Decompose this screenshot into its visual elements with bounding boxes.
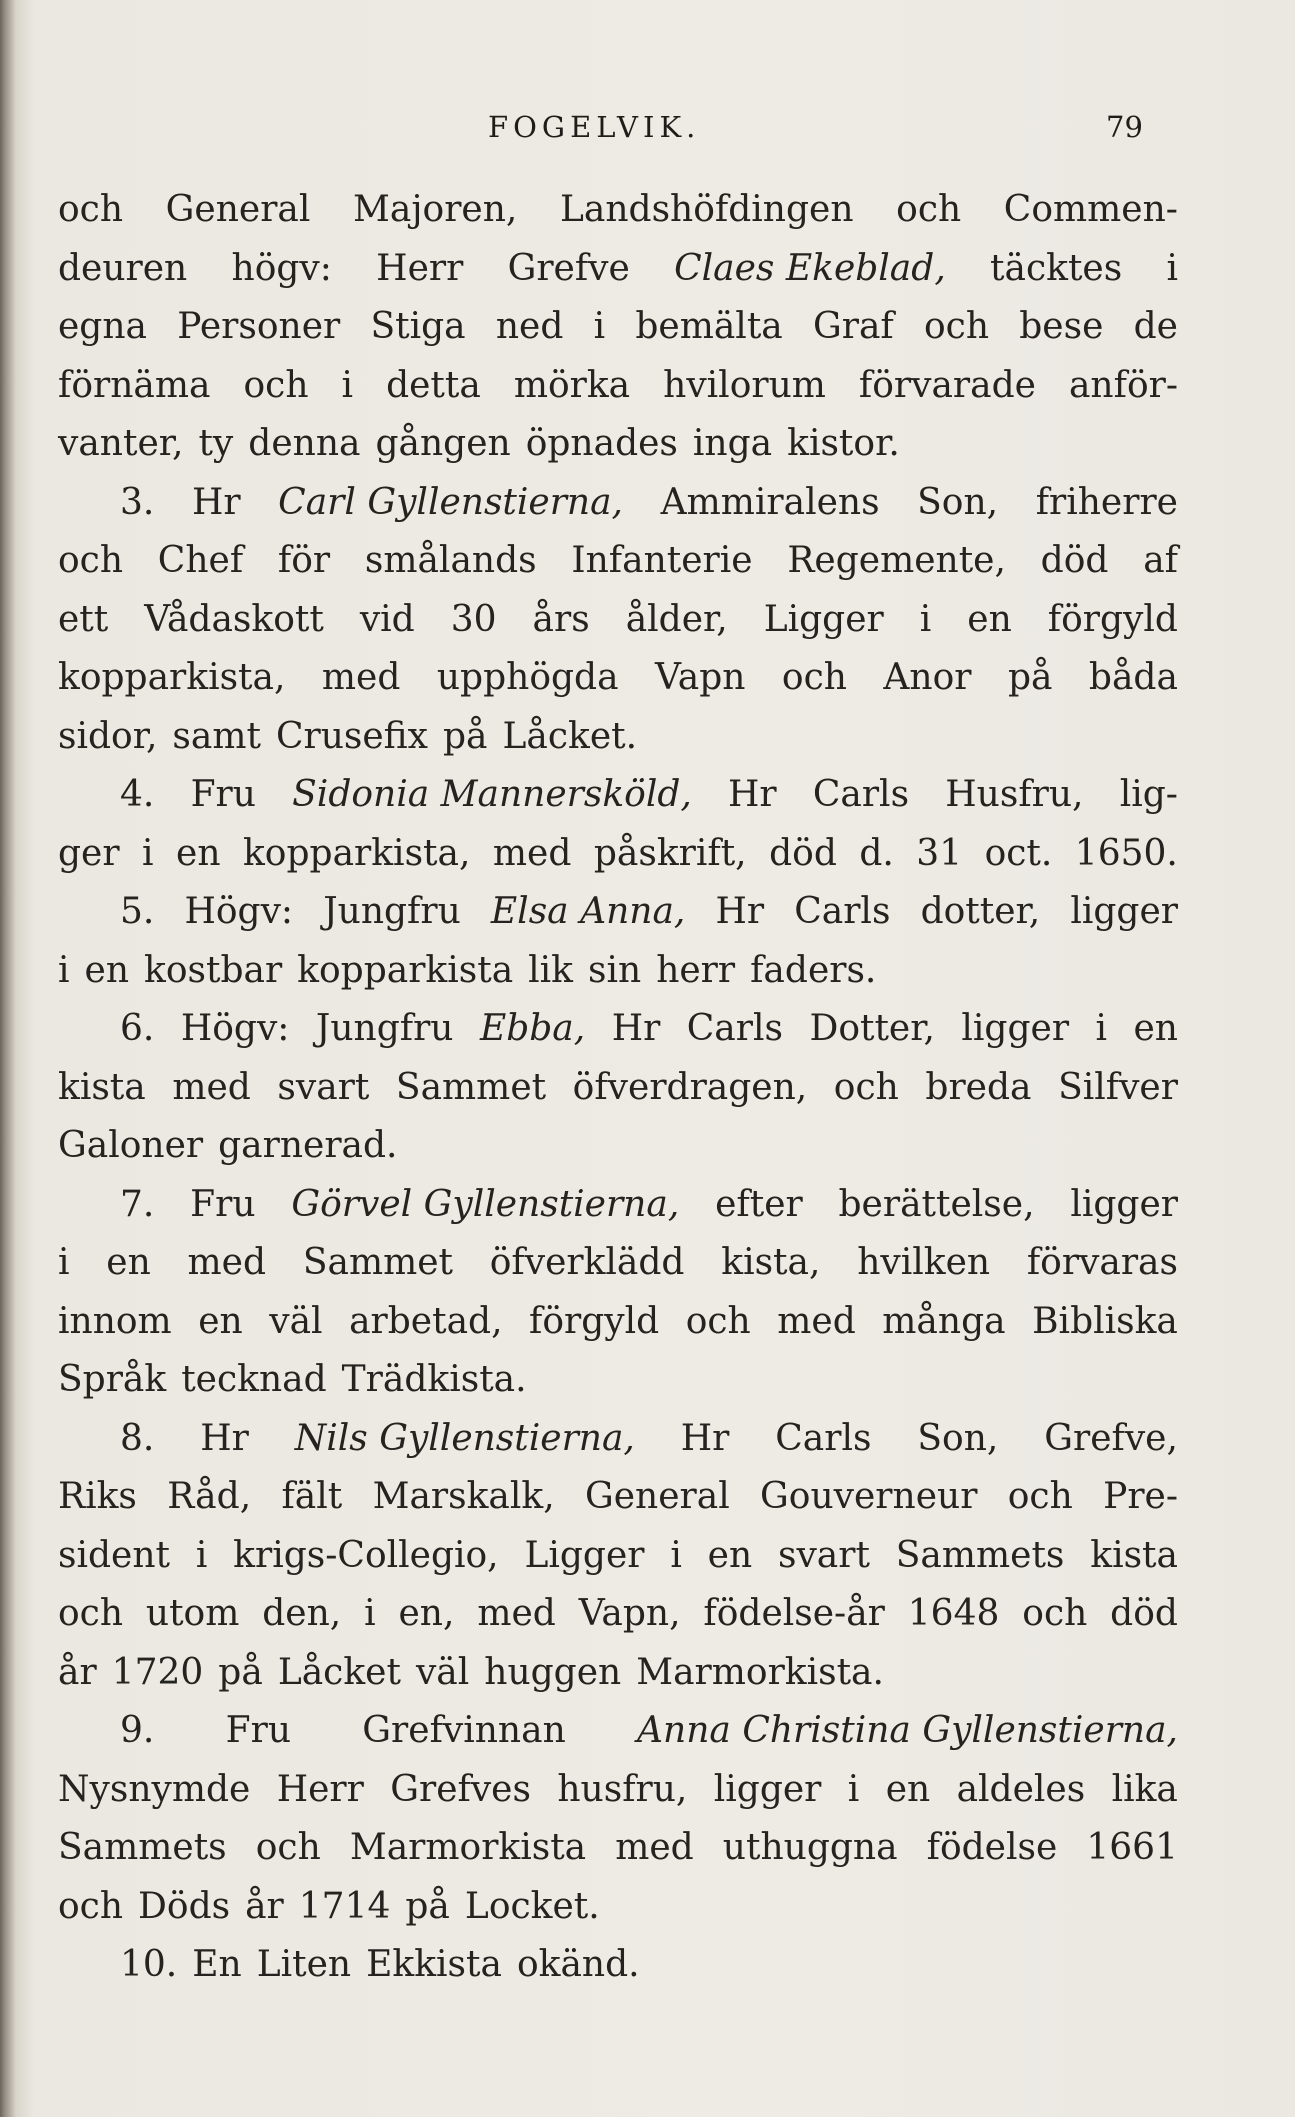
word: Chef — [157, 540, 244, 581]
word: för — [277, 540, 331, 581]
word: d. — [859, 832, 894, 874]
word: Grefve, — [1044, 1417, 1178, 1459]
word: 1720 — [111, 1651, 204, 1693]
word: väl — [269, 1300, 323, 1342]
word: kista — [1090, 1534, 1178, 1576]
word: Hr — [728, 774, 777, 815]
word: anför- — [1068, 364, 1178, 406]
word: Grefve — [507, 247, 630, 289]
word: förvarade — [858, 364, 1036, 406]
word: en — [84, 949, 130, 991]
word: Son, — [917, 1417, 999, 1459]
word: i — [1095, 1008, 1108, 1049]
word: i — [670, 1534, 682, 1576]
word: Hr — [611, 1008, 661, 1049]
italic-name: Ebba, — [479, 1008, 586, 1049]
word: med — [187, 1242, 267, 1283]
word: en — [1133, 1008, 1178, 1049]
word: utom — [145, 1593, 240, 1634]
word: Döds — [138, 1885, 231, 1927]
word: påskrift, — [593, 832, 747, 874]
word: okänd. — [516, 1944, 640, 1985]
word: svart — [777, 1534, 870, 1576]
word: Vapn, — [578, 1593, 681, 1634]
word: Herr — [376, 247, 464, 289]
word: detta — [386, 364, 481, 406]
word: på — [1007, 657, 1053, 698]
word: öfverdragen, — [572, 1066, 808, 1108]
running-title: FOGELVIK. — [488, 110, 701, 144]
word: fält — [281, 1476, 343, 1517]
text-line — [58, 649, 1178, 708]
word: förnäma — [58, 364, 211, 406]
word: General — [584, 1476, 730, 1517]
text-line — [58, 181, 1178, 240]
word: en — [885, 1768, 931, 1810]
word: förgyld — [529, 1300, 660, 1342]
word: husfru, — [557, 1768, 688, 1810]
text-line — [58, 240, 1178, 299]
word: Carls — [794, 891, 891, 932]
word: och — [243, 364, 309, 406]
text-line — [58, 1761, 1178, 1820]
word: aldeles — [956, 1768, 1086, 1810]
word: lika — [1111, 1768, 1178, 1810]
word: faders. — [750, 949, 877, 991]
word: i — [58, 949, 70, 991]
italic-name: Görvel Gyllenstierna, — [291, 1183, 680, 1225]
word: död — [1040, 540, 1109, 581]
word: Ligger — [524, 1534, 645, 1576]
word: Dotter, — [809, 1008, 935, 1049]
word: svart — [277, 1066, 370, 1108]
word: Trädkista. — [341, 1359, 527, 1400]
word: Carls — [812, 774, 910, 815]
word: och — [255, 1827, 321, 1868]
word: med — [172, 1066, 251, 1108]
word: med — [615, 1827, 694, 1868]
word: och — [833, 1066, 899, 1108]
word: Fru — [190, 774, 256, 815]
word: kista — [58, 1066, 146, 1108]
word: i — [364, 1593, 376, 1634]
word: En — [192, 1944, 242, 1985]
word: General — [165, 189, 311, 230]
word: de — [1133, 306, 1178, 347]
word: 1648 — [907, 1593, 1000, 1634]
word: 6. — [120, 1008, 155, 1049]
word: Språk — [58, 1359, 167, 1400]
word: Jungfru — [315, 1008, 454, 1049]
word: Landshöfdingen — [559, 189, 854, 230]
text-line — [58, 1936, 1178, 1995]
word: födelse — [926, 1827, 1058, 1868]
word: Personer — [177, 306, 341, 347]
word: Råd, — [167, 1476, 252, 1517]
word: en — [176, 832, 221, 874]
word: egna — [58, 306, 147, 347]
word: på — [405, 1885, 450, 1927]
word: deuren — [58, 247, 188, 289]
word: inga — [692, 423, 773, 464]
text-line — [58, 825, 1178, 884]
word: hvilken — [857, 1242, 991, 1283]
page-number: 79 — [1106, 110, 1143, 144]
word: smålands — [364, 540, 537, 581]
word: täcktes — [990, 247, 1123, 289]
text-line — [58, 1644, 1178, 1703]
word: bemälta — [635, 306, 783, 347]
word: Son, — [917, 481, 999, 523]
word: Gouverneur — [760, 1476, 978, 1517]
word: ålder, — [625, 598, 728, 640]
word: en — [967, 598, 1012, 640]
word: i — [919, 598, 932, 640]
word: 1650. — [1074, 832, 1178, 874]
word: och — [924, 306, 990, 347]
word: med — [477, 1593, 556, 1634]
text-line — [58, 766, 1178, 825]
word: bese — [1019, 306, 1104, 347]
word: oct. — [984, 832, 1053, 874]
word: Graf — [813, 306, 894, 347]
running-head — [0, 110, 1295, 160]
word: 9. — [120, 1710, 155, 1751]
text-line — [58, 1527, 1178, 1586]
word: och — [58, 1885, 124, 1927]
word: Låcket — [277, 1651, 401, 1693]
word: Hr — [715, 891, 765, 932]
word: öpnades — [525, 423, 678, 464]
word: Galoner — [58, 1125, 204, 1166]
word: ger — [58, 832, 120, 874]
text-line — [58, 883, 1178, 942]
word: 4. — [120, 774, 155, 815]
word: berättelse, — [838, 1183, 1035, 1225]
word: 31 — [916, 832, 963, 874]
word: år — [58, 1651, 97, 1693]
word: Husfru, — [945, 774, 1084, 815]
word: förvaras — [1026, 1242, 1178, 1283]
text-line — [58, 1293, 1178, 1352]
word: lig- — [1119, 774, 1178, 815]
word: Låcket. — [502, 715, 638, 757]
word: Carls — [686, 1008, 783, 1049]
word: den, — [262, 1593, 342, 1634]
word: Sammets — [895, 1534, 1065, 1576]
word: ligger — [713, 1768, 822, 1810]
word: många — [882, 1300, 1006, 1342]
word: Pre- — [1103, 1476, 1178, 1517]
word: 8. — [120, 1417, 155, 1459]
word: upphögda — [436, 657, 619, 698]
word: och — [58, 540, 124, 581]
word: 1661 — [1086, 1827, 1178, 1868]
word: hvilorum — [663, 364, 826, 406]
word: kista, — [721, 1242, 821, 1283]
word: väl — [415, 1651, 470, 1693]
word: ty — [198, 423, 234, 464]
word: vanter, — [58, 423, 184, 464]
word: en — [198, 1300, 243, 1342]
word: i — [58, 1242, 70, 1283]
text-line — [58, 942, 1178, 1001]
word: i — [847, 1768, 860, 1810]
word: en, — [398, 1593, 455, 1634]
word: friherre — [1035, 481, 1178, 523]
word: Stiga — [370, 306, 466, 347]
text-line — [58, 1351, 1178, 1410]
word: Herr — [276, 1768, 364, 1810]
word: gången — [375, 423, 511, 464]
text-line — [58, 532, 1178, 591]
word: sident — [58, 1534, 170, 1576]
word: uthuggna — [722, 1827, 898, 1868]
word: i — [195, 1534, 208, 1576]
word: högv: — [231, 247, 332, 289]
word: ett — [58, 598, 109, 640]
word: Hr — [200, 1417, 249, 1459]
text-line — [58, 1585, 1178, 1644]
word: och — [58, 1593, 124, 1634]
word: Commen- — [1003, 189, 1178, 230]
word: kopparkista — [297, 949, 514, 991]
word: Vådaskott — [144, 598, 324, 640]
word: i — [593, 306, 606, 347]
word: Marskalk, — [372, 1476, 555, 1517]
word: vid — [359, 598, 415, 640]
italic-name: Sidonia Mannersköld, — [292, 774, 692, 815]
text-line — [58, 1234, 1178, 1293]
word: med — [777, 1300, 856, 1342]
word: Crusefix — [275, 715, 428, 757]
word: och — [58, 189, 124, 230]
word: Marmorkista. — [636, 1651, 884, 1693]
word: en — [106, 1242, 151, 1283]
word: förgyld — [1047, 598, 1178, 640]
word: och — [896, 189, 962, 230]
word: kopparkista, — [242, 832, 471, 874]
word: död — [769, 832, 837, 874]
italic-name: Nils Gyllenstierna, — [294, 1417, 635, 1459]
word: födelse-år — [703, 1593, 885, 1634]
word: Anor — [883, 657, 972, 698]
word: herr — [656, 949, 736, 991]
word: breda — [925, 1066, 1032, 1108]
word: Carls — [775, 1417, 872, 1459]
text-line — [58, 1468, 1178, 1527]
word: Hr — [680, 1417, 730, 1459]
word: tecknad — [181, 1359, 327, 1400]
word: Liten — [256, 1944, 352, 1985]
word: Riks — [58, 1476, 137, 1517]
word: dotter, — [920, 891, 1041, 932]
text-line — [58, 1176, 1178, 1235]
word: 10. — [120, 1944, 178, 1985]
word: garnerad. — [218, 1125, 398, 1166]
word: död — [1110, 1593, 1178, 1634]
word: 30 — [450, 598, 497, 640]
word: Ammiralens — [660, 481, 880, 523]
word: Marmorkista — [349, 1827, 587, 1868]
word: innom — [58, 1300, 172, 1342]
word: Högv: — [184, 891, 294, 932]
word: och — [781, 657, 847, 698]
word: öfverklädd — [489, 1242, 685, 1283]
word: ned — [495, 306, 564, 347]
word: års — [532, 598, 590, 640]
word: Majoren, — [353, 189, 518, 230]
word: Högv: — [180, 1008, 290, 1049]
word: kistor. — [787, 423, 900, 464]
word: ligger — [1070, 891, 1178, 932]
word: Grefves — [390, 1768, 531, 1810]
word: Jungfru — [323, 891, 461, 932]
word: kostbar — [144, 949, 283, 991]
text-line — [58, 474, 1178, 533]
word: lik — [528, 949, 573, 991]
word: Sammet — [395, 1066, 547, 1108]
word: 3. — [120, 481, 155, 523]
text-line — [58, 1702, 1178, 1761]
text-line — [58, 357, 1178, 416]
word: i — [341, 364, 354, 406]
word: Bibliska — [1032, 1300, 1178, 1342]
word: Infanterie — [571, 540, 753, 581]
text-line — [58, 415, 1178, 474]
word: Ekkista — [366, 1944, 502, 1985]
text-line — [58, 591, 1178, 650]
word: en — [707, 1534, 753, 1576]
word: huggen — [484, 1651, 622, 1693]
word: Vapn — [655, 657, 746, 698]
word: Fru — [190, 1183, 256, 1225]
word: Hr — [191, 481, 241, 523]
text-line — [58, 1819, 1178, 1878]
word: i — [1166, 247, 1178, 289]
text-line — [58, 1117, 1178, 1176]
word: samt — [172, 715, 261, 757]
word: 7. — [120, 1183, 155, 1225]
word: kopparkista, — [58, 657, 286, 698]
word: sin — [588, 949, 642, 991]
word: Silfver — [1058, 1066, 1178, 1108]
text-line — [58, 1059, 1178, 1118]
word: Regemente, — [787, 540, 1006, 581]
word: och — [1007, 1476, 1073, 1517]
word: båda — [1088, 657, 1178, 698]
word: Sammets — [58, 1827, 227, 1868]
italic-name: Carl Gyllenstierna, — [278, 481, 624, 523]
body-text — [58, 181, 1178, 1995]
word: Locket. — [464, 1885, 600, 1927]
text-line — [58, 708, 1178, 767]
word: Nysnymde — [58, 1768, 251, 1810]
word: och — [1022, 1593, 1088, 1634]
word: denna — [248, 423, 361, 464]
word: ligger — [1070, 1183, 1178, 1225]
italic-name: Claes Ekeblad, — [674, 247, 946, 289]
text-line — [58, 1878, 1178, 1937]
word: mörka — [513, 364, 631, 406]
word: efter — [715, 1183, 803, 1225]
italic-name: Anna Christina Gyllenstierna, — [637, 1710, 1178, 1751]
word: Sammet — [302, 1242, 453, 1283]
word: och — [685, 1300, 751, 1342]
word: på — [443, 715, 488, 757]
text-line — [58, 1410, 1178, 1469]
word: på — [218, 1651, 263, 1693]
word: af — [1143, 540, 1178, 581]
italic-name: Elsa Anna, — [490, 891, 686, 932]
word: Grefvinnan — [362, 1710, 566, 1751]
word: ligger — [961, 1008, 1070, 1049]
text-line — [58, 1000, 1178, 1059]
word: med — [492, 832, 572, 874]
word: krigs-Collegio, — [233, 1534, 499, 1576]
text-line — [58, 298, 1178, 357]
word: i — [142, 832, 154, 874]
word: med — [321, 657, 401, 698]
word: sidor, — [58, 715, 158, 757]
word: Fru — [225, 1710, 292, 1751]
word: 5. — [120, 891, 155, 932]
word: 1714 — [298, 1885, 391, 1927]
word: arbetad, — [349, 1300, 503, 1342]
word: Ligger — [763, 598, 884, 640]
word: år — [245, 1885, 284, 1927]
